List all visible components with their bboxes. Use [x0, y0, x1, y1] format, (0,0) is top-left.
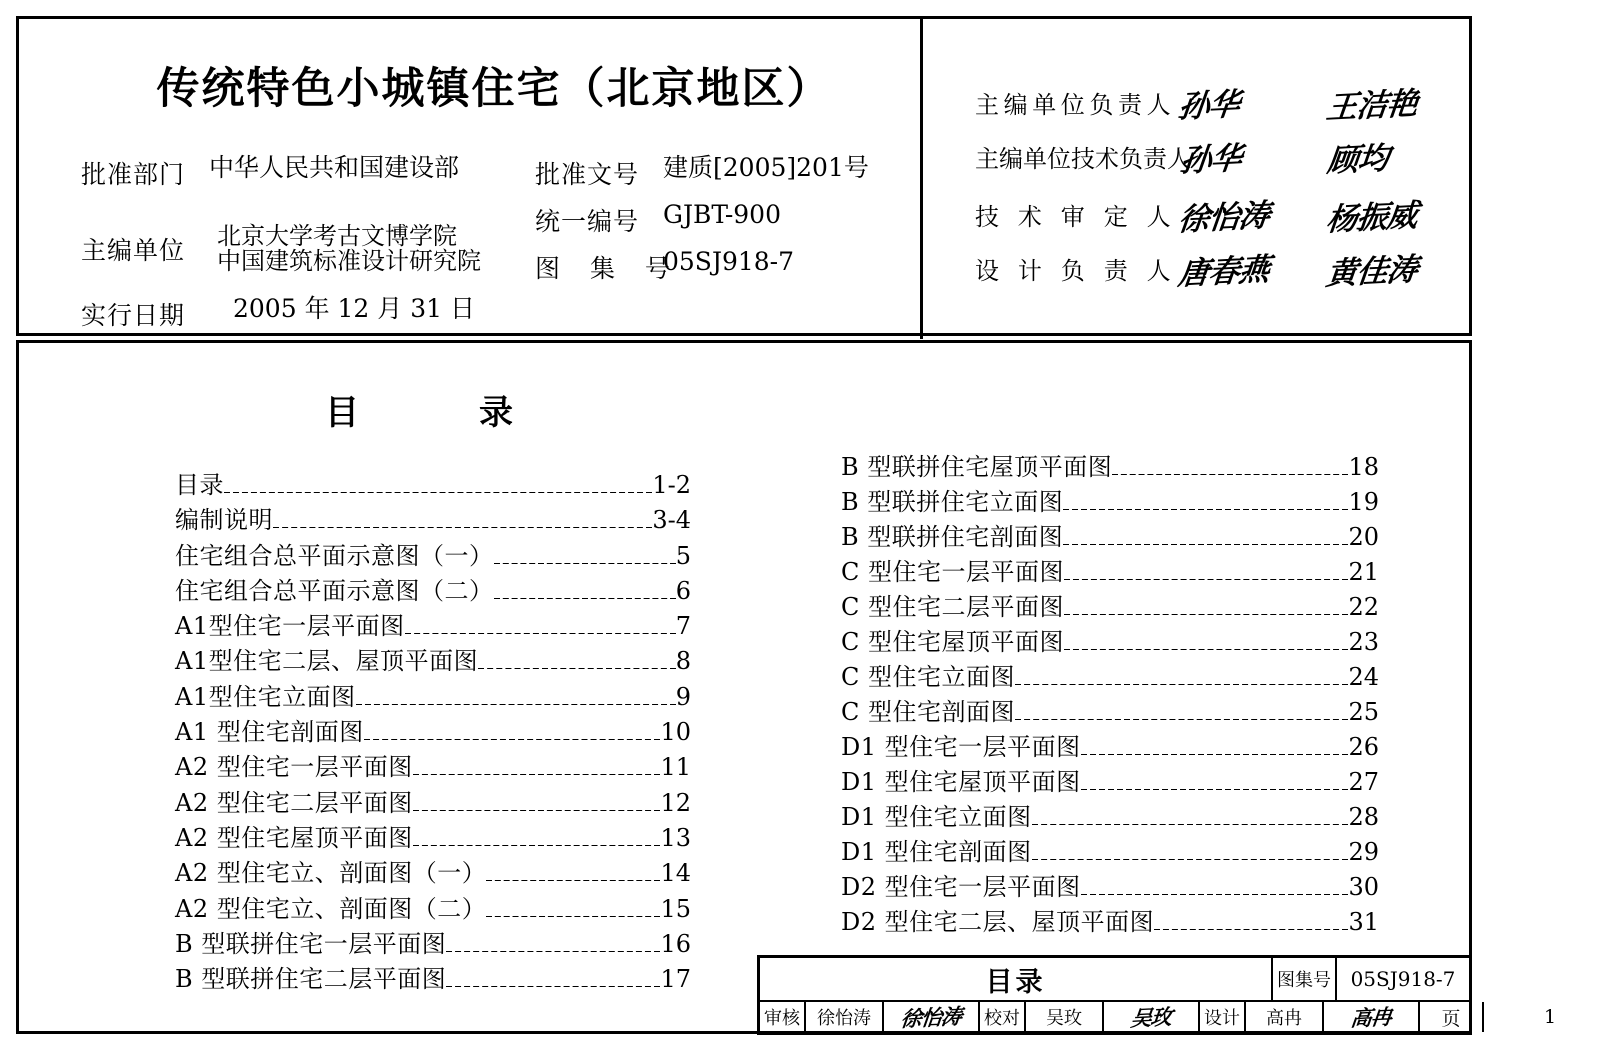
toc-entry[interactable] [175, 924, 691, 959]
toc-entry-page: 9 [675, 682, 691, 711]
toc-leader-dots [1032, 859, 1349, 860]
toc-column-left [175, 465, 691, 994]
toc-entry-page: 21 [1348, 558, 1379, 586]
toc-leader-dots [356, 704, 676, 705]
toc-entry-page: 12 [660, 788, 691, 817]
toc-entry[interactable] [175, 536, 691, 571]
signature-slot-b [1324, 80, 1475, 127]
toc-entry[interactable] [175, 465, 691, 500]
toc-entry-title: D2 型住宅一层平面图 [841, 873, 1081, 901]
toc-entry-title: A2 型住宅立、剖面图（二） [175, 894, 487, 923]
handwritten-signature: 杨振威 [1324, 197, 1419, 239]
toc-entry-page: 11 [660, 753, 691, 782]
toc-entry-page: 14 [660, 859, 691, 888]
toc-entry-title: A2 型住宅立、剖面图（一） [175, 859, 487, 888]
toc-leader-dots [486, 916, 660, 917]
approval-name-review: 徐怡涛 [806, 1002, 884, 1032]
toc-leader-dots [413, 774, 661, 775]
page-label: 页 [1420, 1002, 1484, 1032]
toc-entry[interactable] [841, 552, 1379, 587]
toc-leader-dots [1154, 929, 1348, 930]
toc-entry[interactable] [175, 500, 691, 535]
toc-entry-title: 编制说明 [175, 506, 273, 535]
approval-role-design: 设计 [1200, 1002, 1246, 1032]
toc-entry[interactable] [841, 762, 1379, 797]
toc-entry[interactable] [841, 587, 1379, 622]
toc-column-right [841, 447, 1379, 937]
toc-entry[interactable] [841, 657, 1379, 692]
toc-leader-dots [1064, 614, 1348, 615]
signature-row-chief-editor-tech-head [923, 129, 1475, 184]
approval-signature-review [884, 1002, 980, 1032]
handwritten-signature: 唐春燕 [1176, 251, 1271, 293]
toc-entry-page: 22 [1348, 593, 1379, 621]
toc-entry-page: 19 [1348, 488, 1379, 516]
signature-row-chief-editor-head [923, 75, 1475, 130]
toc-entry-page: 24 [1348, 663, 1379, 691]
toc-entry[interactable] [175, 606, 691, 641]
toc-leader-dots [1032, 824, 1349, 825]
toc-entry-page: 31 [1348, 908, 1379, 936]
toc-entry[interactable] [841, 832, 1379, 867]
signature-row-tech-reviewer [923, 187, 1475, 242]
toc-entry[interactable] [841, 482, 1379, 517]
signature-label: 主编单位负责人 [975, 91, 1171, 119]
sheet-name: 目录 [760, 958, 1273, 1000]
title-block-lower-row [760, 1002, 1557, 1032]
toc-leader-dots [1064, 579, 1348, 580]
toc-leader-dots [1063, 509, 1348, 510]
toc-leader-dots [494, 598, 676, 599]
signature-label: 设计负责人 [975, 257, 1171, 285]
toc-leader-dots [1063, 544, 1348, 545]
drawing-number-label: 图集号 [1273, 958, 1337, 1000]
toc-entry[interactable] [841, 902, 1379, 937]
toc-entry-title: A2 型住宅屋顶平面图 [175, 823, 413, 852]
toc-entry-title: B 型联拼住宅剖面图 [841, 523, 1064, 551]
toc-entry-title: 住宅组合总平面示意图（一） [175, 541, 494, 570]
drawing-number-value: 05SJ918-7 [1350, 967, 1456, 991]
toc-leader-dots [273, 527, 652, 528]
metadata-value: 建质[2005]201号 [663, 153, 869, 182]
signature-slot-b [1325, 134, 1475, 180]
approval-signature-design [1324, 1002, 1420, 1032]
toc-entry-title: A2 型住宅一层平面图 [175, 753, 413, 782]
toc-leader-dots [413, 845, 661, 846]
signature-slot-b [1324, 246, 1475, 293]
toc-entry-title: D1 型住宅剖面图 [841, 838, 1032, 866]
toc-leader-dots [1064, 649, 1348, 650]
toc-entry-title: D1 型住宅屋顶平面图 [841, 768, 1081, 796]
toc-entry[interactable] [175, 641, 691, 676]
toc-entry-title: D2 型住宅二层、屋顶平面图 [841, 908, 1155, 936]
toc-entry-title: C 型住宅剖面图 [841, 698, 1015, 726]
metadata-value [209, 221, 481, 275]
toc-entry-page: 6 [675, 576, 691, 605]
signature-slot-a [1176, 246, 1327, 293]
toc-entry-page: 3-4 [652, 506, 691, 535]
toc-entry-page: 25 [1348, 698, 1379, 726]
metadata-right-group [535, 155, 869, 296]
toc-entry[interactable] [841, 447, 1379, 482]
toc-entry-title: B 型联拼住宅立面图 [841, 488, 1064, 516]
signature-label: 技术审定人 [975, 203, 1171, 231]
handwritten-signature: 顾均 [1325, 140, 1390, 180]
signature-slot-b [1324, 192, 1475, 239]
approval-name-check: 吴玫 [1026, 1002, 1104, 1032]
toc-entry-page: 27 [1348, 768, 1379, 796]
approval-role-check: 校对 [980, 1002, 1026, 1032]
toc-entry[interactable] [175, 747, 691, 782]
toc-entry-title: B 型联拼住宅一层平面图 [175, 929, 447, 958]
toc-entry-title: A1型住宅立面图 [175, 682, 356, 711]
toc-entry-page: 13 [660, 823, 691, 852]
metadata-label: 主编单位 [81, 236, 186, 265]
handwritten-signature: 孙华 [1176, 86, 1241, 126]
metadata-value-line1: 北京大学考古文博学院 [217, 221, 457, 250]
toc-entry-title: 目录 [175, 471, 224, 499]
toc-entry[interactable] [175, 889, 691, 924]
metadata-row-chief-editor [81, 202, 481, 296]
metadata-value: 05SJ918-7 [663, 247, 795, 276]
toc-entry-page: 29 [1348, 838, 1379, 866]
toc-entry-page: 18 [1348, 453, 1379, 481]
metadata-value: GJBT-900 [663, 200, 781, 229]
toc-entry-page: 8 [675, 647, 691, 676]
toc-leader-dots [224, 492, 652, 493]
toc-entry[interactable] [175, 712, 691, 747]
metadata-row-effective-date [81, 296, 481, 343]
approval-role-review: 审核 [760, 1002, 806, 1032]
metadata-label: 统一编号 [535, 207, 640, 236]
toc-leader-dots [1081, 789, 1349, 790]
metadata-label: 图 集 号 [535, 254, 681, 283]
toc-entry[interactable] [841, 797, 1379, 832]
toc-leader-dots [1081, 894, 1349, 895]
toc-leader-dots [446, 986, 660, 987]
toc-entry-page: 17 [660, 965, 691, 994]
toc-entry-title: C 型住宅一层平面图 [841, 558, 1064, 586]
toc-entry-page: 28 [1348, 803, 1379, 831]
toc-leader-dots [478, 668, 676, 669]
signature-label: 主编单位技术负责人 [975, 145, 1191, 173]
toc-entry[interactable] [841, 727, 1379, 762]
toc-entry[interactable] [175, 853, 691, 888]
approval-name-design: 高冉 [1246, 1002, 1324, 1032]
toc-leader-dots [1112, 474, 1348, 475]
approval-signature-check [1104, 1002, 1200, 1032]
metadata-left-group [81, 155, 481, 343]
toc-entry-title: A1型住宅二层、屋顶平面图 [175, 647, 479, 676]
metadata-value: 中华人民共和国建设部 [209, 153, 460, 182]
handwritten-signature: 黄佳涛 [1324, 251, 1419, 293]
toc-leader-dots [486, 880, 660, 881]
toc-entry-page: 1-2 [652, 471, 691, 499]
toc-entry[interactable] [841, 692, 1379, 727]
page-value: 1 [1543, 1006, 1557, 1028]
toc-entry[interactable] [841, 622, 1379, 657]
toc-entry-title: D1 型住宅立面图 [841, 803, 1032, 831]
toc-leader-dots [364, 739, 661, 740]
toc-entry-title: A1型住宅一层平面图 [175, 612, 405, 641]
metadata-value-line2: 中国建筑标准设计研究院 [217, 247, 481, 275]
toc-entry[interactable] [175, 571, 691, 606]
handwritten-signature: 吴玫 [1129, 1003, 1173, 1032]
metadata-label: 批准文号 [535, 160, 640, 189]
toc-entry-title: B 型联拼住宅二层平面图 [175, 965, 447, 994]
signature-panel [923, 19, 1475, 339]
title-block-upper-row [760, 958, 1469, 1002]
signature-slot-a [1178, 134, 1328, 180]
cover-header-panel [16, 16, 1472, 336]
toc-entry[interactable] [175, 818, 691, 853]
toc-entry-page: 26 [1348, 733, 1379, 761]
toc-entry-page: 7 [675, 612, 691, 641]
metadata-value: 2005 年 12 月 31 日 [233, 294, 475, 323]
toc-leader-dots [1081, 754, 1349, 755]
toc-entry-title: 住宅组合总平面示意图（二） [175, 576, 494, 605]
signature-row-design-head [923, 241, 1475, 296]
toc-entry-page: 20 [1348, 523, 1379, 551]
toc-entry-page: 15 [660, 894, 691, 923]
toc-entry-page: 30 [1348, 873, 1379, 901]
title-block [757, 955, 1557, 1035]
document-title: 传统特色小城镇住宅（北京地区） [156, 64, 832, 114]
toc-entry-title: A2 型住宅二层平面图 [175, 788, 413, 817]
metadata-label: 批准部门 [81, 160, 186, 189]
toc-entry-page: 16 [660, 929, 691, 958]
toc-entry[interactable] [841, 517, 1379, 552]
toc-leader-dots [1015, 684, 1348, 685]
metadata-row-approving-dept [81, 155, 481, 202]
table-of-contents-panel [16, 340, 1557, 1034]
toc-entry-title: B 型联拼住宅屋顶平面图 [841, 453, 1113, 481]
drawing-sheet [16, 16, 1557, 1034]
toc-entry-title: D1 型住宅一层平面图 [841, 733, 1081, 761]
metadata-row-atlas-no [535, 249, 869, 296]
toc-leader-dots [405, 633, 676, 634]
toc-entry[interactable] [175, 783, 691, 818]
toc-leader-dots [446, 951, 660, 952]
handwritten-signature: 徐怡涛 [1176, 197, 1271, 239]
toc-entry[interactable] [175, 677, 691, 712]
toc-entry[interactable] [841, 867, 1379, 902]
toc-heading: 目录 [325, 393, 633, 433]
toc-entry-page: 10 [660, 718, 691, 747]
handwritten-signature: 王洁艳 [1324, 85, 1419, 127]
toc-entry-title: C 型住宅屋顶平面图 [841, 628, 1064, 656]
handwritten-signature: 高冉 [1349, 1003, 1393, 1032]
toc-leader-dots [413, 810, 661, 811]
toc-leader-dots [1015, 719, 1348, 720]
metadata-label: 实行日期 [81, 301, 186, 330]
toc-entry-title: A1 型住宅剖面图 [175, 718, 364, 747]
toc-entry-title: C 型住宅立面图 [841, 663, 1015, 691]
signature-slot-a [1176, 80, 1327, 126]
metadata-row-unified-no [535, 202, 869, 249]
signature-slot-a [1176, 192, 1327, 239]
toc-entry-page: 5 [675, 541, 691, 570]
metadata-row-approval-no [535, 155, 869, 202]
toc-entry[interactable] [175, 959, 691, 994]
handwritten-signature: 孙华 [1178, 140, 1243, 180]
toc-entry-page: 23 [1348, 628, 1379, 656]
handwritten-signature: 徐怡涛 [899, 1003, 963, 1032]
toc-leader-dots [494, 563, 676, 564]
toc-entry-title: C 型住宅二层平面图 [841, 593, 1064, 621]
